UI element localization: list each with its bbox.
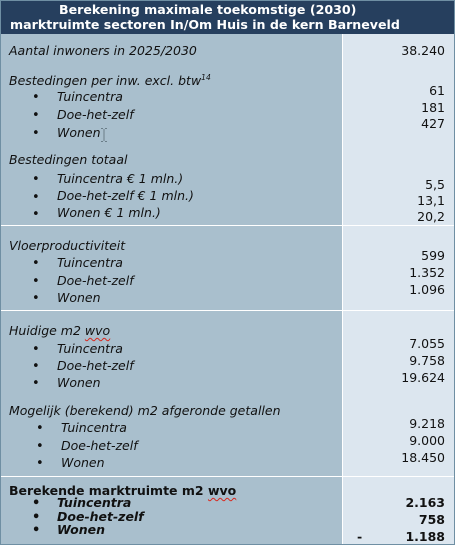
- bullet: •: [32, 172, 40, 187]
- list-item-label: Tuincentra: [57, 255, 123, 270]
- list-item-label: Wonen: [57, 522, 105, 537]
- mogelijk-m2-label: Mogelijk (berekend) m2 afgeronde getallen: [9, 403, 281, 418]
- bullet: •: [32, 523, 41, 538]
- list-item-label: Wonen: [57, 375, 101, 390]
- bullet: •: [36, 456, 44, 471]
- list-item-value: 61: [429, 83, 445, 98]
- list-item-label: Doe-het-zelf: [57, 107, 134, 122]
- inwoners-value: 38.240: [401, 43, 445, 58]
- bullet: •: [32, 256, 40, 271]
- list-item-label: Wonen € 1 mln.): [57, 205, 161, 220]
- column-divider: [342, 34, 343, 544]
- bestedingen-per-inw-label: Bestedingen per inw. excl. btw$^{14}$: [9, 73, 211, 89]
- list-item-value: 19.624: [401, 370, 445, 385]
- list-item-label: Doe-het-zelf: [57, 509, 144, 524]
- footnote-marker: 14: [201, 73, 211, 82]
- bullet: •: [32, 90, 40, 105]
- bullet: •: [32, 207, 40, 222]
- bullet: •: [32, 496, 41, 511]
- text-cursor-icon: [101, 128, 107, 142]
- row-divider: [1, 310, 454, 311]
- list-item-label: Doe-het-zelf € 1 mln.): [57, 188, 194, 203]
- bullet: •: [36, 421, 44, 436]
- row-divider: [1, 225, 454, 226]
- list-item-value: 2.163: [405, 495, 445, 510]
- header-title-line1: Berekening maximale toekomstige (2030): [59, 2, 357, 17]
- row-divider: [1, 476, 454, 477]
- list-item-value: 5,5: [425, 177, 445, 192]
- bullet: •: [32, 190, 40, 205]
- bullet: •: [32, 274, 40, 289]
- list-item-value: 9.218: [409, 416, 445, 431]
- bullet: •: [32, 510, 41, 525]
- list-item-label: Tuincentra € 1 mln.): [57, 171, 184, 186]
- header-title-line2: marktruimte sectoren In/Om Huis in de kern Barneveld: [10, 17, 400, 32]
- list-item-label: Wonen: [61, 455, 105, 470]
- list-item-value: 9.000: [409, 433, 445, 448]
- list-item-value: 13,1: [417, 193, 445, 208]
- list-item-label: Tuincentra: [57, 89, 123, 104]
- bullet: •: [36, 439, 44, 454]
- inwoners-label: Aantal inwoners in 2025/2030: [9, 43, 197, 58]
- list-item-label: Tuincentra: [57, 341, 123, 356]
- list-item-label: Doe-het-zelf: [57, 358, 134, 373]
- bullet: •: [32, 359, 40, 374]
- bullet: •: [32, 126, 40, 141]
- list-item-value: 7.055: [409, 336, 445, 351]
- table-header: [1, 1, 454, 34]
- list-item-label: Doe-het-zelf: [61, 438, 138, 453]
- minus-sign: -: [357, 529, 363, 544]
- bestedingen-totaal-label: Bestedingen totaal: [9, 152, 128, 167]
- vloerproductiviteit-label: Vloerproductiviteit: [9, 238, 126, 253]
- bullet: •: [32, 291, 40, 306]
- huidige-m2-label: Huidige m2 wvo: [9, 323, 111, 338]
- bullet: •: [32, 342, 40, 357]
- list-item-value: 599: [421, 248, 445, 263]
- list-item-value: 427: [421, 116, 445, 131]
- list-item-value: 1.096: [409, 282, 445, 297]
- list-item-value: 20,2: [417, 209, 445, 224]
- list-item-label: Tuincentra: [57, 495, 132, 510]
- list-item-label: Wonen: [57, 290, 101, 305]
- list-item-value: 758: [418, 512, 445, 527]
- marktruimte-label: Berekende marktruimte m2 wvo: [9, 483, 237, 498]
- list-item-value: 1.352: [409, 265, 445, 280]
- list-item-label: Wonen: [57, 125, 101, 140]
- list-item-value: 181: [421, 100, 445, 115]
- list-item-label: Tuincentra: [61, 420, 127, 435]
- bullet: •: [32, 108, 40, 123]
- list-item-label: Doe-het-zelf: [57, 273, 134, 288]
- list-item-value: 1.188: [405, 529, 445, 544]
- list-item-value: 9.758: [409, 353, 445, 368]
- list-item-value: 18.450: [401, 450, 445, 465]
- bullet: •: [32, 376, 40, 391]
